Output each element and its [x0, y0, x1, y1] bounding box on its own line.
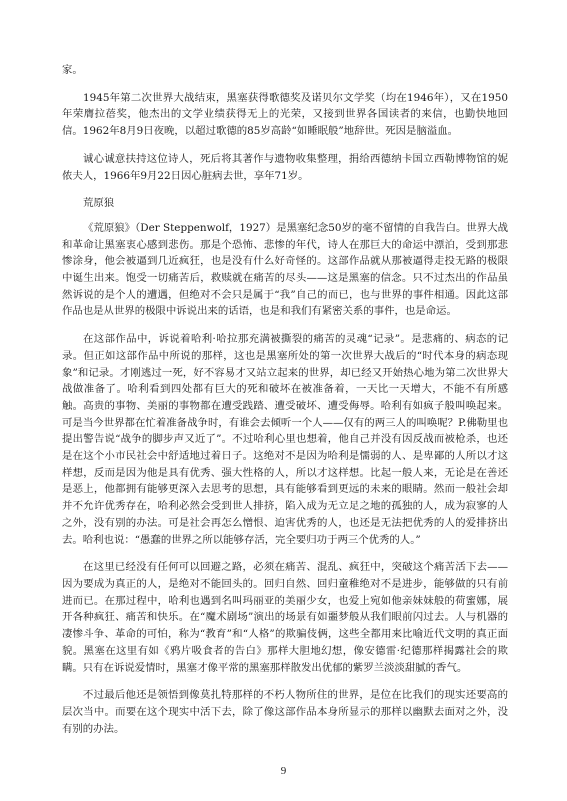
- page-number: 9: [280, 765, 287, 777]
- paragraph-ninon: 诚心诚意扶持这位诗人，死后将其著作与遗物收集整理，捐给西德纳卡国立西勒博物馆的妮侬夫人，1966年9月22日因心脏病去世，享年71岁。: [62, 152, 508, 182]
- paragraph-nobel-prize: 1945年第二次世界大战结束，黑塞获得歌德奖及诺贝尔文学奖（均在1946年），又在1950年荣膺拉蓓奖，他杰出的文学业绩获得无上的光荣，又接到世界各国读者的来信，也勤快地回信。1962年8月9日夜晚，以超过歌德的85岁高龄“如睡眠般”地辞世。死因是脑溢血。: [62, 91, 508, 138]
- paragraph-continuation: 家。: [62, 64, 83, 76]
- section-heading-steppenwolf: 荒原狼: [83, 197, 115, 210]
- paragraph-steppenwolf-intro: 《荒原狼》（Der Steppenwolf，1927）是黑塞纪念50岁的毫不留情的自我告白。世界大战和革命让黑塞衷心感到悲伤。那是个恐怖、悲惨的年代，诗人在那巨大的命运中漂泊，受到那悲惨涂身，他会被逼到几近疯狂，也是没有什么好奇怪的。这部作品就从那被逼得走投无路的极限中诞生出来。饱受一切痛苦后，救赎就在痛苦的尽头——这是黑塞的信念。只不过杰出的作品虽然诉说的是个人的遭遇，但绝对不会只是属于“我”自己的而已，也与世界的事件相通。因此这部作品也是从世界的极限中诉说出来的话语，也是和我们有紧密关系的事件，也是命运。: [62, 221, 508, 318]
- page-body: [62, 62, 508, 748]
- paragraph-magic-theater: 在这里已经没有任何可以回避之路，必须在痛苦、混乱、疯狂中，突破这个痛苦活下去——因为要成为真正的人，是绝对不能回头的。回归自然、回归童稚绝对不是进步，能够做的只有前进而已。在那过程中，哈利也遇到名叫玛丽亚的美丽少女，也爱上宛如他亲妹妹般的荷蜜娜，展开各种疯狂、痛苦和快乐。在“魔术剧场”演出的场景有如噩梦般从我们眼前闪过去。人与机器的凄惨斗争、革命的可怕，称为“教育”和“人格”的欺骗伎俩，这些全都用来比喻近代文明的真正面貌。黑塞在这里有如《鸦片吸食者的告白》那样大胆地幻想，像安德雷·纪德那样揭露社会的欺瞒。只有在诉说爱情时，黑塞才像平常的黑塞那样散发出优郁的紫罗兰淡淡甜腻的香气。: [62, 561, 508, 674]
- paragraph-harry-haller-record: 在这部作品中，诉说着哈利·哈拉那充满被撕裂的痛苦的灵魂“记录”。是悲痛的、病态的记录。但正如这部作品中所说的那样，这也是黑塞所处的第一次世界大战后的“时代本身的病态现象”和记录。才刚逃过一死，好不容易才又站立起来的世界，却已经又开始热心地为第二次世界大战做准备了。哈利看到四处都有巨大的死和破坏在被准备着，一天比一天增大，不能不有所感触。高贵的事物、美丽的事物都在遭受践踏、遭受破坏、遭受侮辱。哈利有如疯子般叫唤起来。可是当今世界都在忙着准备战争时，有谁会去倾听一个人——仅有的两三人的叫唤呢？P.佛勒里也提出警告说“战争的脚步声又近了”。不过哈利心里也想着，他自己并没有因反战而被枪杀，也还是在这个小市民社会中舒适地过着日子。这绝对不是因为哈利是懦弱的人、是卑鄙的人所以才这样想，反而是因为他是具有优秀、强大性格的人，所以才这样想。比起一般人来，无论是在善还是恶上，他都拥有能够更深入去思考的思想，具有能够看到更远的未来的眼睛。然而一般社会却并不允许优秀存在，哈利必然会受到世人排挤，陷入成为无立足之地的孤独的人，成为寂寥的人之外，没有别的办法。可是社会再怎么憎恨、迫害优秀的人，也还是无法把优秀的人的爱排挤出去。哈利也说：“愚蠢的世界之所以能够存活，完全要归功于两三个优秀的人。”: [62, 333, 508, 546]
- paragraph-conclusion: 不过最后他还是领悟到像莫扎特那样的不朽人物所住的世界，是位在比我们的现实还要高的层次当中。而要在这个现实中活下去，除了像这部作品本身所显示的那样以幽默去面对之外，没有别的办法。: [62, 689, 508, 735]
